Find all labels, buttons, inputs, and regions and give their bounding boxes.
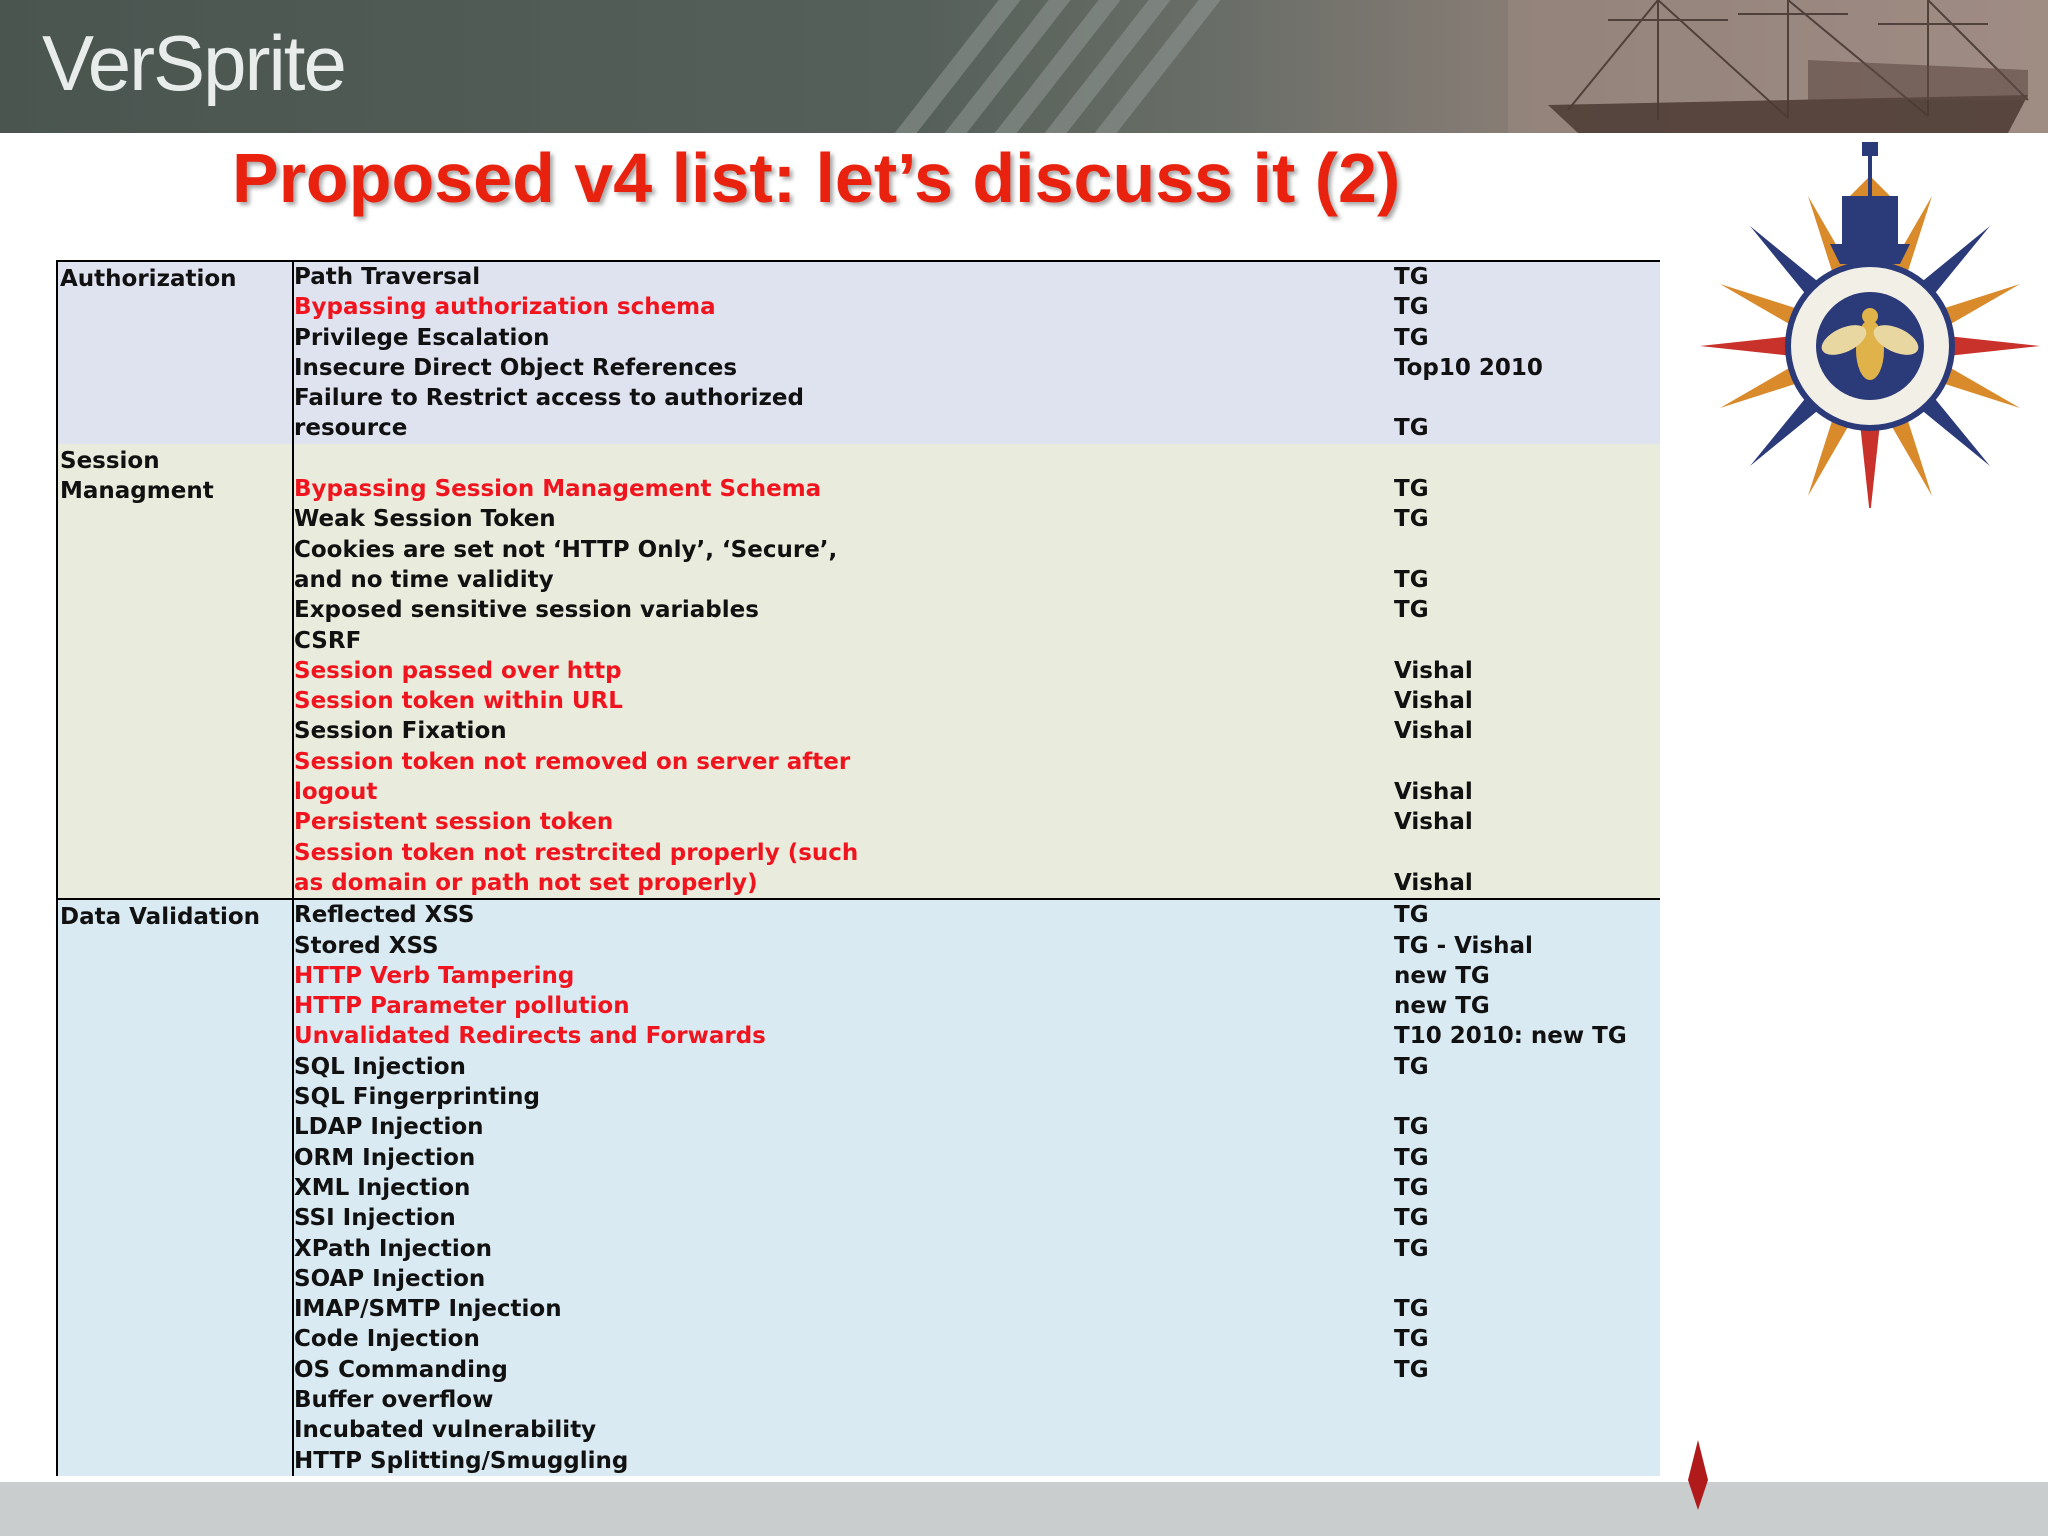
vulnerability-name: CSRF [294, 627, 362, 654]
owasp-summit-emblem [1692, 136, 2048, 508]
owner-cell: TG [1394, 1144, 1429, 1171]
owner-cell: TG [1394, 1053, 1429, 1080]
table-row [292, 1294, 1660, 1324]
owner-cell: TG [1394, 1356, 1429, 1383]
owner-cell: Vishal [1394, 688, 1473, 715]
section-rows [292, 262, 1660, 444]
vulnerability-name: SQL Injection [294, 1053, 466, 1080]
owner-cell: T10 2010: new TG [1394, 1023, 1627, 1050]
vulnerability-name [292, 444, 1394, 474]
vulnerability-name: as domain or path not set properly) [294, 869, 758, 896]
table-row [292, 931, 1660, 961]
owner-cell: TG [1394, 1326, 1429, 1353]
owner-cell: TG [1394, 1296, 1429, 1323]
vulnerability-name: Session passed over http [294, 657, 622, 684]
ship-image [1508, 0, 2048, 133]
vulnerability-name: XML Injection [294, 1174, 471, 1201]
table-row [292, 1264, 1660, 1294]
owner-cell: Vishal [1394, 779, 1473, 806]
vulnerability-name: IMAP/SMTP Injection [294, 1296, 562, 1323]
table-row [292, 626, 1660, 656]
vulnerability-name: Session token not restrcited properly (such [294, 839, 859, 866]
vulnerability-name: SSI Injection [294, 1205, 456, 1232]
owner-cell [1394, 444, 1660, 474]
owner-cell [1394, 535, 1660, 565]
table-row [292, 961, 1660, 991]
table-row [292, 1385, 1660, 1415]
vulnerability-name: Bypassing authorization schema [294, 294, 716, 321]
owner-cell [1394, 626, 1660, 656]
owner-cell: TG [1394, 1174, 1429, 1201]
table-row [292, 656, 1660, 686]
owner-cell: TG [1394, 294, 1429, 321]
vulnerability-name: Session Fixation [294, 718, 507, 745]
table-row [292, 991, 1660, 1021]
category-cell [56, 444, 294, 898]
table-row [292, 413, 1660, 443]
section-rows [292, 900, 1660, 1476]
owner-cell: TG [1394, 264, 1429, 290]
header-band [0, 0, 2048, 133]
vulnerability-name: Code Injection [294, 1326, 480, 1353]
table-row [292, 1052, 1660, 1082]
owner-cell [1394, 383, 1660, 413]
category-cell [56, 900, 294, 1476]
vulnerability-name: Buffer overflow [294, 1386, 494, 1413]
owner-cell: TG [1394, 597, 1429, 624]
table-row [292, 1112, 1660, 1142]
vulnerability-name: SQL Fingerprinting [294, 1084, 540, 1111]
table-row [292, 595, 1660, 625]
category-label: Data Validation [60, 904, 261, 931]
table-row [292, 565, 1660, 595]
table-row [292, 807, 1660, 837]
table-row [292, 1143, 1660, 1173]
table-row [292, 1355, 1660, 1385]
vulnerability-name: Stored XSS [294, 932, 439, 959]
owner-cell: TG [1394, 415, 1429, 442]
table-row [292, 353, 1660, 383]
owner-cell: Vishal [1394, 718, 1473, 745]
owner-cell: Vishal [1394, 657, 1473, 684]
owner-cell: new TG [1394, 962, 1490, 989]
table-row [292, 747, 1660, 777]
table-row [292, 474, 1660, 504]
owner-cell: TG [1394, 506, 1429, 533]
category-label: Session Managment [60, 447, 214, 505]
footer-bar [0, 1482, 2048, 1536]
category-cell [56, 262, 294, 444]
owner-cell: TG [1394, 476, 1429, 503]
table-row [292, 838, 1660, 868]
owner-cell: Top10 2010 [1394, 354, 1543, 381]
vulnerability-name: Session token not removed on server after [294, 748, 851, 775]
vulnerability-name: HTTP Verb Tampering [294, 962, 575, 989]
table-row [292, 1234, 1660, 1264]
vulnerability-name: OS Commanding [294, 1356, 508, 1383]
table-row [292, 868, 1660, 898]
table-row [292, 292, 1660, 322]
vulnerability-name: Path Traversal [294, 264, 481, 290]
table-row [292, 686, 1660, 716]
vulnerability-name: HTTP Parameter pollution [294, 993, 630, 1020]
section-authorization [56, 260, 1660, 444]
table-row [292, 777, 1660, 807]
section-data-validation [56, 900, 1660, 1476]
owner-cell: new TG [1394, 993, 1490, 1020]
section-rows [292, 444, 1660, 898]
table-row [292, 1324, 1660, 1354]
vulnerability-name: and no time validity [294, 566, 554, 593]
table-row [292, 262, 1660, 292]
owner-cell: Vishal [1394, 869, 1473, 896]
vulnerability-name: Failure to Restrict access to authorized [294, 385, 804, 412]
owner-cell: TG [1394, 1114, 1429, 1141]
table-row [292, 1446, 1660, 1476]
vulnerability-name: SOAP Injection [294, 1265, 486, 1292]
vulnerability-name: ORM Injection [294, 1144, 476, 1171]
table-row [292, 504, 1660, 534]
vulnerability-name: logout [294, 779, 378, 806]
owner-cell: TG [1394, 324, 1429, 351]
owner-cell [1394, 1415, 1660, 1445]
vulnerability-name: Bypassing Session Management Schema [294, 476, 822, 503]
vulnerability-name: Cookies are set not ‘HTTP Only’, ‘Secure’, [294, 536, 838, 563]
vulnerability-table [56, 260, 1660, 1476]
table-row [292, 1415, 1660, 1445]
vulnerability-name: Weak Session Token [294, 506, 556, 533]
owner-cell [1394, 747, 1660, 777]
compass-point-icon [1668, 1440, 1728, 1510]
vulnerability-name: LDAP Injection [294, 1114, 484, 1141]
vulnerability-name: Reflected XSS [294, 902, 475, 929]
vulnerability-name: HTTP Splitting/Smuggling [294, 1447, 629, 1474]
section-session-management [56, 444, 1660, 900]
owner-cell [1394, 1446, 1660, 1476]
category-label: Authorization [60, 266, 237, 292]
owner-cell: TG [1394, 566, 1429, 593]
owner-cell: TG [1394, 902, 1429, 929]
owner-cell [1394, 1082, 1660, 1112]
vulnerability-name: Session token within URL [294, 688, 623, 715]
table-row [292, 716, 1660, 746]
table-row [292, 900, 1660, 930]
table-row [292, 1173, 1660, 1203]
versprite-logo: VerSprite [42, 19, 345, 107]
vulnerability-name: Incubated vulnerability [294, 1417, 597, 1444]
owner-cell: TG - Vishal [1394, 932, 1533, 959]
table-row [292, 383, 1660, 413]
table-row [292, 323, 1660, 353]
slide-title: Proposed v4 list: let’s discuss it (2) [232, 139, 1401, 217]
owner-cell: Vishal [1394, 809, 1473, 836]
vulnerability-name: Insecure Direct Object References [294, 354, 738, 381]
owner-cell: TG [1394, 1235, 1429, 1262]
vulnerability-name: resource [294, 415, 408, 442]
vulnerability-name: Persistent session token [294, 809, 614, 836]
table-row [292, 444, 1660, 474]
table-row [292, 1082, 1660, 1112]
table-row [292, 1203, 1660, 1233]
vulnerability-name: Exposed sensitive session variables [294, 597, 759, 624]
vulnerability-name: Unvalidated Redirects and Forwards [294, 1023, 766, 1050]
table-row [292, 1021, 1660, 1051]
owner-cell [1394, 1385, 1660, 1415]
owner-cell [1394, 838, 1660, 868]
vulnerability-name: XPath Injection [294, 1235, 492, 1262]
table-row [292, 535, 1660, 565]
vulnerability-name: Privilege Escalation [294, 324, 550, 351]
owner-cell: TG [1394, 1205, 1429, 1232]
owner-cell [1394, 1264, 1660, 1294]
